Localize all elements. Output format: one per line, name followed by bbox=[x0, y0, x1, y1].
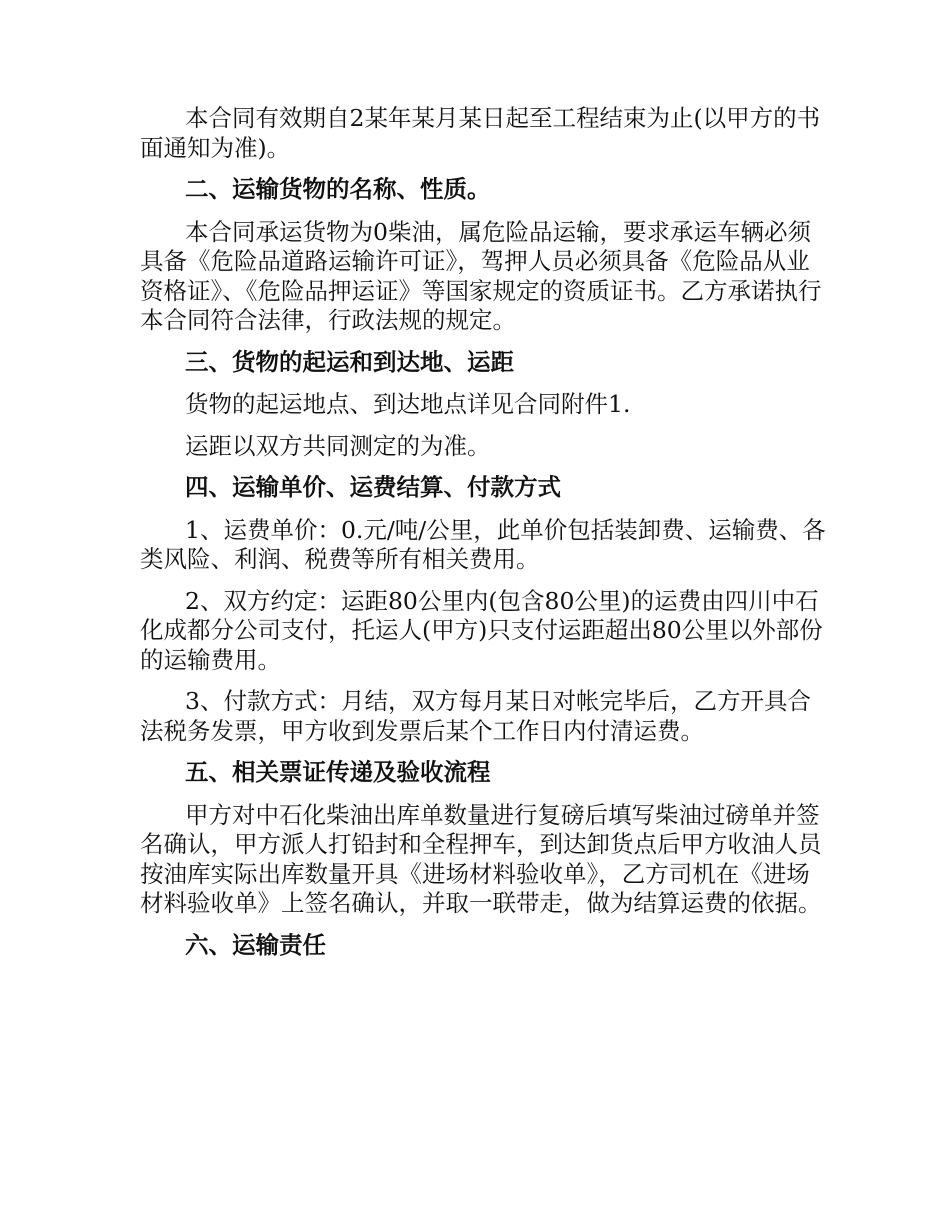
section-heading-6: 六、运输责任 bbox=[185, 930, 326, 959]
paragraph-validity-period: 本合同有效期自2某年某月某日起至工程结束为止(以甲方的书面通知为准)。 bbox=[140, 104, 821, 162]
section-heading-3: 三、货物的起运和到达地、运距 bbox=[185, 347, 514, 376]
paragraph-unit-price: 1、运费单价：0.元/吨/公里，此单价包括装卸费、运输费、各类风险、利润、税费等所有相关费用。 bbox=[140, 515, 826, 573]
paragraph-cargo-nature: 本合同承运货物为0柴油，属危险品运输，要求承运车辆必须具备《危险品道路运输许可证》，驾押人员必须具备《危险品从业资格证》、《危险品押运证》等国家规定的资质证书。乙方承诺执行本合同符合法律，行政法规的规定。 bbox=[140, 217, 822, 334]
paragraph-agreement-distance: 2、双方约定：运距80公里内(包含80公里)的运费由四川中石化成都分公司支付，托运人(甲方)只支付运距超出80公里以外部份的运输费用。 bbox=[140, 586, 823, 674]
paragraph-distance: 运距以双方共同测定的为准。 bbox=[185, 431, 491, 460]
section-heading-4: 四、运输单价、运费结算、付款方式 bbox=[185, 473, 561, 501]
paragraph-payment-method: 3、付款方式：月结，双方每月某日对帐完毕后，乙方开具合法税务发票，甲方收到发票后某个工作日内付清运费。 bbox=[140, 687, 811, 745]
section-heading-5: 五、相关票证传递及验收流程 bbox=[185, 758, 491, 786]
paragraph-acceptance-process: 甲方对中石化柴油出库单数量进行复磅后填写柴油过磅单并签名确认，甲方派人打铅封和全程押车，到达卸货点后甲方收油人员按油库实际出库数量开具《进场材料验收单》，乙方司机在《进场材料验收单》上签名确认，并取一联带走，做为结算运费的依据。 bbox=[140, 800, 822, 917]
document-body bbox=[140, 104, 830, 973]
section-heading-2: 二、运输货物的名称、性质。 bbox=[185, 175, 491, 203]
paragraph-departure-destination: 货物的起运地点、到达地点详见合同附件1. bbox=[185, 390, 631, 418]
